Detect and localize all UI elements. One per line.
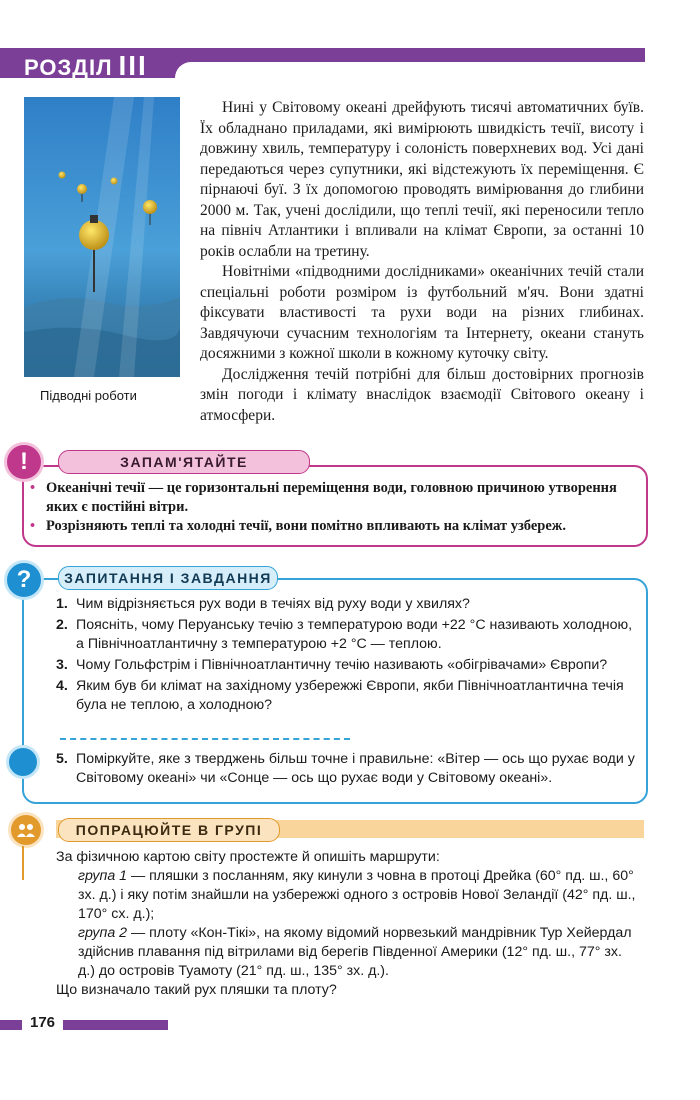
section-roman-number: III	[118, 50, 148, 81]
group-intro: За фізичною картою світу простежте й опишіть маршрути:	[56, 849, 440, 865]
question-number: 5.	[56, 751, 68, 767]
group-2-label: група 2	[78, 925, 128, 941]
question-text: Яким був би клімат на західному узбережжі Європи, якби Північноатлантична течія була не теплою, а холодною?	[76, 678, 624, 713]
intro-paragraph: Нині у Світовому океані дрейфують тисячі автоматичних буїв. Їх обладнано приладами, які вимірюють швидкість течії, висоту і довжину хвиль, температуру і солоність поверхневих вод. Усі дані передаються через супутники, які відстежують їх переміщення. Є пірнаючі буї. З їх допомогою проводять вимірювання до глибини 2000 м. Так, учені дослідили, що теплі течії, які переносили тепло на північ Атлантики і впливали на клімат Європи, за останні 10 років ослабли на третину.	[200, 99, 644, 260]
group-pin-stem	[22, 846, 24, 880]
group-2-text: — плоту «Кон-Тікі», на якому відомий норвезький мандрівник Тур Хейердал здійснив плавання під вітрилами від берегів Південної Америки (12° пд. ш., 77° зх. д.) до островів Туамоту (21° пд. ш., 135° зх. д.).	[78, 925, 632, 979]
exclamation-pin-icon: !	[4, 442, 44, 482]
group-title: ПОПРАЦЮЙТЕ В ГРУПІ	[58, 818, 280, 842]
remember-item: • Океанічні течії — це горизонтальні переміщення води, головною причиною утворення яких є постійні вітри.	[30, 479, 638, 517]
section-label: РОЗДІЛ	[24, 55, 113, 80]
group-2-task	[56, 924, 638, 981]
question-text: Чому Гольфстрім і Північноатлантичну течію називають «обігрівачами» Європи?	[76, 657, 608, 673]
question-pin-icon: ?	[4, 560, 44, 600]
question-item	[56, 677, 638, 715]
remember-list	[30, 479, 638, 536]
questions-list	[56, 595, 638, 717]
advanced-task-marker-icon	[6, 745, 40, 779]
group-1-label: група 1	[78, 868, 128, 884]
group-pin-icon	[8, 812, 44, 848]
intro-paragraph: Дослідження течій потрібні для більш достовірних прогнозів змін погоди і клімату внаслідок взаємодії Світового океану і атмосфери.	[200, 365, 644, 424]
section-header	[24, 50, 148, 82]
question-item	[56, 656, 638, 675]
intro-paragraph: Новітніми «підводними дослідниками» океанічних течій стали спеціальні роботи розміром із футбольний м'яч. Вони здатні фіксувати властивості та рухи води на різних глибинах. Завдячуючи сучасним технологіям та Інтернету, океани стануть досяжними з кожної школи в кожному куточку світу.	[200, 263, 644, 362]
question-text: Чим відрізняється рух води в течіях від руху води у хвилях?	[76, 596, 470, 612]
question-text: Поясніть, чому Перуанську течію з температурою води +22 °С називають холодною, а Північноатлантичну з температурою +2 °С — теплою.	[76, 617, 633, 652]
remember-item: • Розрізняють теплі та холодні течії, вони помітно впливають на клімат узбереж.	[30, 517, 638, 536]
section-header-cutout	[175, 62, 645, 78]
remember-title: ЗАПАМ'ЯТАЙТЕ	[58, 450, 310, 474]
question-item	[56, 595, 638, 614]
question-number: 3.	[56, 657, 68, 673]
questions-divider	[60, 738, 350, 740]
photo-caption: Підводні роботи	[40, 388, 137, 403]
question-number: 4.	[56, 678, 68, 694]
group-task	[56, 848, 638, 1000]
question-number: 2.	[56, 617, 68, 633]
group-1-text: — пляшки з посланням, яку кинули з човна в протоці Дрейка (60° пд. ш., 60° зх. д.) і яку потім знайшли на узбережжі одного з островів Нової Зеландії (42° пд. ш., 170° сх. д.);	[78, 868, 636, 922]
question-number: 1.	[56, 596, 68, 612]
group-closing-question: Що визначало такий рух пляшки та плоту?	[56, 982, 337, 998]
question-text: Поміркуйте, яке з тверджень більш точне і правильне: «Вітер — ось що рухає води у Світовому океані» чи «Сонце — ось що рухає води у Світовому океані».	[76, 751, 635, 786]
question-item-advanced	[56, 750, 638, 788]
group-1-task	[56, 867, 638, 924]
underwater-robots-photo	[24, 97, 180, 377]
questions-title: ЗАПИТАННЯ І ЗАВДАННЯ	[58, 566, 278, 590]
question-item	[56, 616, 638, 654]
page-number: 176	[22, 1014, 63, 1031]
intro-text	[200, 98, 644, 426]
